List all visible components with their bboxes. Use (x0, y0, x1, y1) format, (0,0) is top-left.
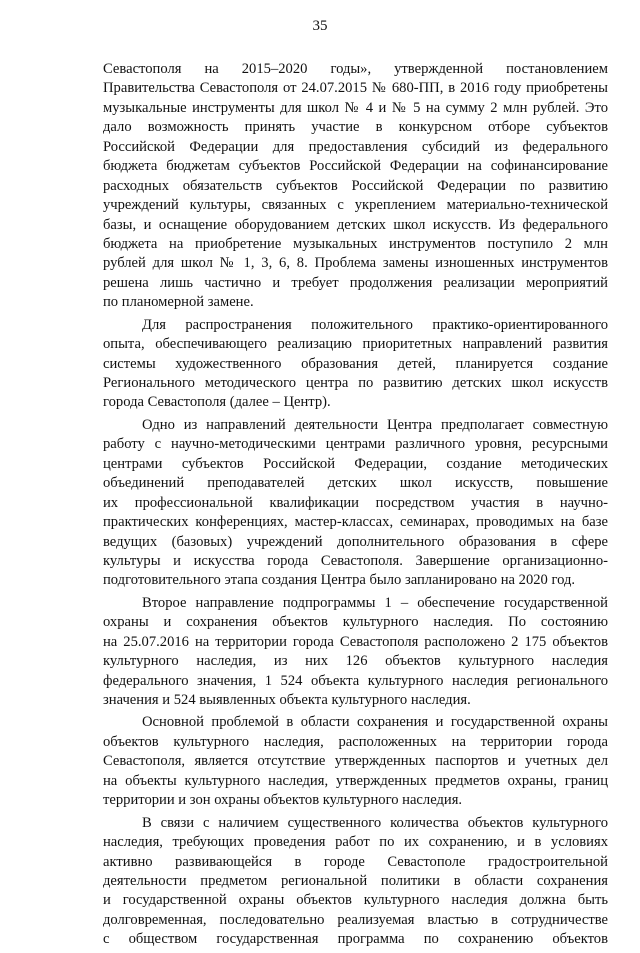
text-line: долговременная, последовательно реализуемая властью в сотрудничестве (103, 911, 608, 928)
paragraph-center-activities (103, 416, 608, 591)
text-line: ведущих (базовых) учреждений дополнительного образования в сфере (103, 533, 608, 550)
text-line: Второе направление подпрограммы 1 – обеспечение государственной (142, 594, 608, 611)
page-number: 35 (312, 18, 328, 34)
text-line: значения и 524 выявленных объекта культурного наследия. (103, 692, 471, 708)
text-line: на 25.07.2016 на территории города Севастополя расположено 2 175 объектов (103, 633, 608, 650)
text-line: Регионального методического центра по развитию детских школ искусств (103, 375, 608, 391)
text-line: федерального значения, 1 524 объекта культурного наследия регионального (103, 672, 608, 689)
text-line: рублей для школ № 1, 3, 6, 8. Проблема замены изношенных инструментов (103, 255, 608, 272)
text-line: Севастополя на 2015–2020 годы», утвержденной постановлением (103, 61, 608, 77)
text-line: базы, и оснащение оборудованием детских школ искусств. Из федерального (103, 216, 608, 233)
text-line: музыкальные инструменты для школ № 4 и № 5 на сумму 2 млн рублей. Это (103, 99, 608, 116)
text-line: центрами субъектов Российской Федерации, создание методических (103, 455, 608, 472)
text-line: культуры и искусства города Севастополя. Завершение организационно- (103, 552, 608, 569)
text-line: учреждений культуры, связанных с укреплением материально-технической (103, 197, 608, 214)
text-line: бюджета бюджетам субъектов Российской Федерации на софинансирование (103, 158, 608, 175)
text-line: Основной проблемой в области сохранения и государственной охраны (142, 714, 608, 731)
text-line: системы художественного образования детей, планируется создание (103, 355, 608, 372)
text-line: практических конференциях, мастер-классах, семинарах, проводимых на базе (103, 514, 608, 531)
text-line: деятельности предметом региональной политики в области сохранения (103, 872, 608, 889)
text-line: бюджета на приобретение музыкальных инструментов поступило 2 млн (103, 235, 608, 252)
text-line: по планомерной замене. (103, 294, 254, 311)
paragraph-main-problem (103, 713, 608, 810)
text-line: Севастополя, является отсутствие утвержденных паспортов и учетных дел (103, 753, 608, 770)
text-line: объединений преподавателей детских школ искусств, повышение (103, 475, 608, 492)
text-line: и государственной охраны объектов культурного наследия должна быть (103, 892, 608, 909)
text-line: с обществом государственная программа по сохранению объектов (103, 931, 608, 948)
text-line: Правительства Севастополя от 24.07.2015 № 680-ПП, в 2016 году приобретены (103, 80, 608, 97)
text-line: объектов культурного наследия, расположенных на территории города (103, 733, 608, 750)
paragraph-regional-policy (103, 814, 608, 950)
text-line: опыта, обеспечивающего реализацию приоритетных направлений развития (103, 336, 608, 353)
paragraph-heritage-protection (103, 594, 608, 711)
text-line: решена лишь частично и требует продолжения реализации мероприятий (103, 274, 608, 291)
text-line: на объекты культурного наследия, утвержденных предметов охраны, границ (103, 772, 608, 789)
document-body (103, 60, 608, 953)
text-line: В связи с наличием существенного количества объектов культурного (142, 814, 608, 831)
text-line: города Севастополя (далее – Центр). (103, 394, 331, 411)
paragraph-music-instruments (103, 60, 608, 313)
text-line: подготовительного этапа создания Центра было запланировано на 2020 год. (103, 572, 576, 589)
text-line: активно развивающейся в городе Севастополе градостроительной (103, 853, 608, 870)
text-line: Для распространения положительного практико-ориентированного (142, 316, 608, 333)
text-line: Российской Федерации для предоставления субсидий из федерального (103, 138, 608, 155)
text-line: Одно из направлений деятельности Центра предполагает совместную (142, 416, 608, 433)
text-line: культурного наследия, из них 126 объектов культурного наследия (103, 653, 608, 670)
text-line: территории и зон охраны объектов культурного наследия. (103, 792, 463, 809)
text-line: наследия, требующих проведения работ по их сохранению, и в условиях (103, 834, 608, 851)
text-line: работу с научно-методическими центрами различного уровня, ресурсными (103, 436, 608, 453)
text-line: их профессиональной квалификации посредством участия в научно- (103, 494, 608, 511)
text-line: дало возможность принять участие в конкурсном отборе субъектов (103, 119, 608, 136)
text-line: расходных обязательств субъектов Российской Федерации по развитию (103, 177, 608, 194)
text-line: охраны и сохранения объектов культурного наследия. По состоянию (103, 614, 608, 631)
paragraph-methodical-center (103, 316, 608, 413)
